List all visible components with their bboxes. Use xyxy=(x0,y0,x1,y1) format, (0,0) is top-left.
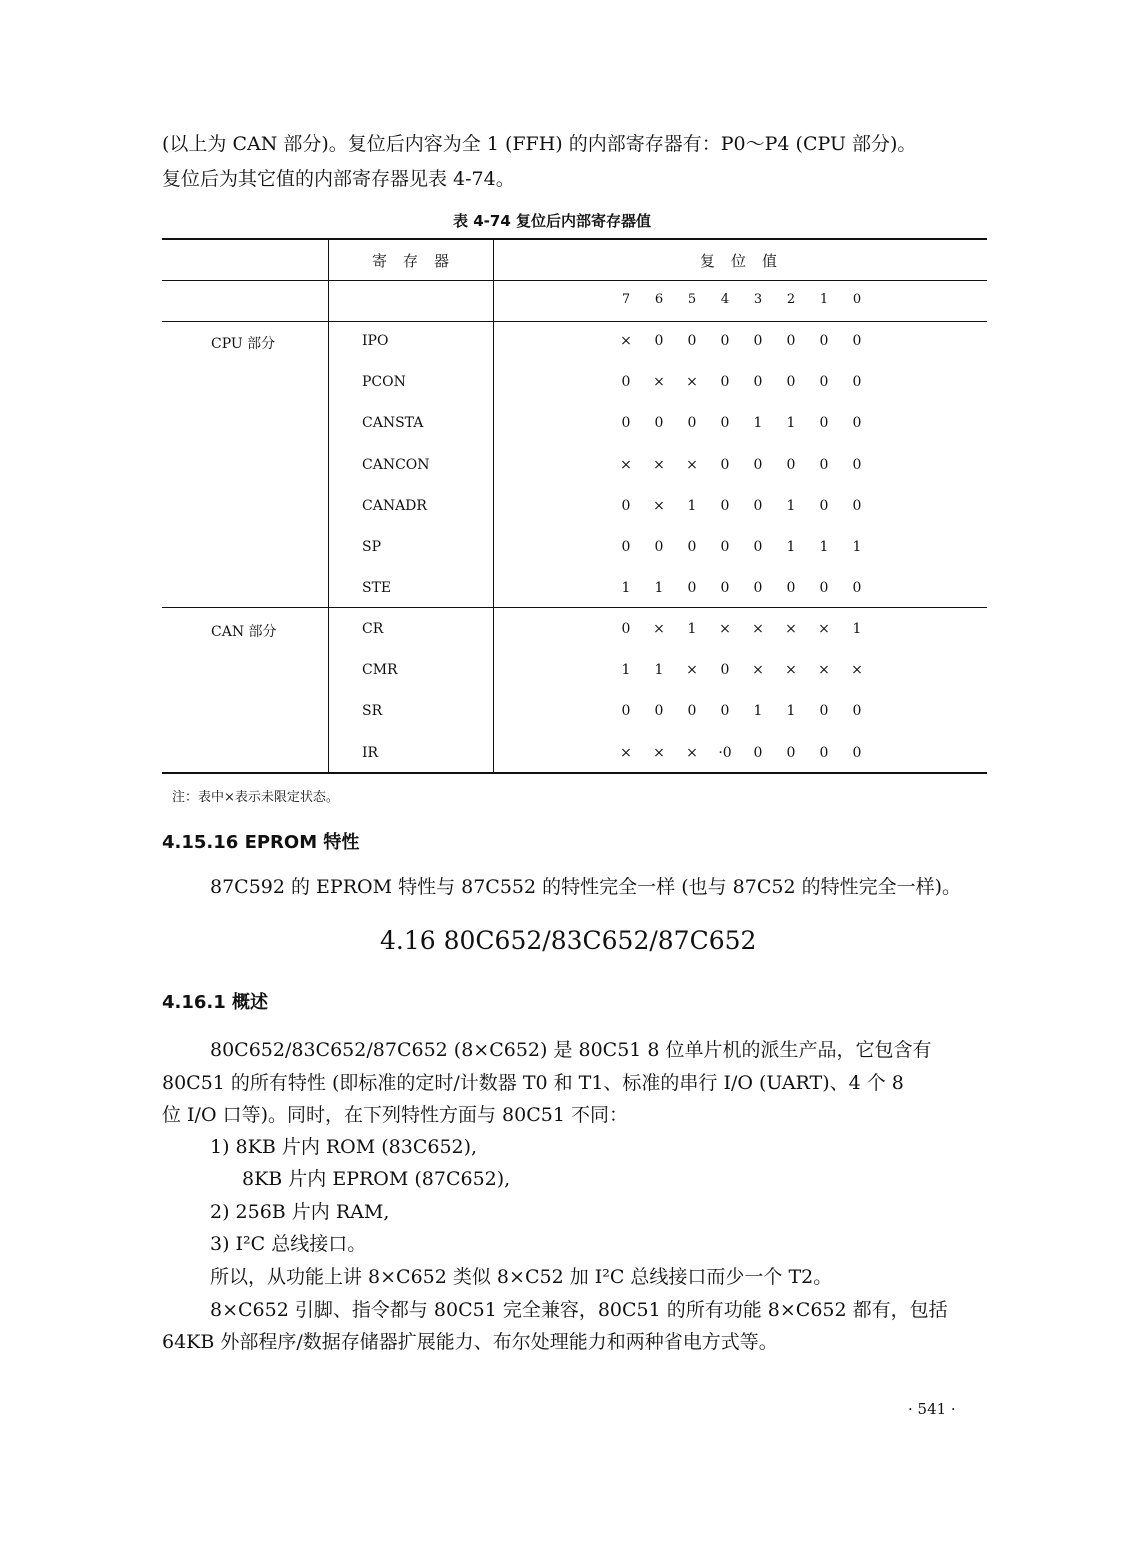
bit-value-cell: 0 xyxy=(819,333,829,349)
section-heading-4-15-16: 4.15.16 EPROM 特性 xyxy=(162,832,360,853)
bit-value-cell: × xyxy=(653,457,665,473)
bit-value-cell: 0 xyxy=(786,374,796,390)
table-top-rule xyxy=(162,238,987,240)
bit-value-cell: 0 xyxy=(819,457,829,473)
bit-value-cell: × xyxy=(818,621,830,637)
bit-value-cell: 0 xyxy=(852,498,862,514)
register-name: CANCON xyxy=(362,457,430,473)
register-name: CANADR xyxy=(362,498,427,514)
bit-number-5: 5 xyxy=(687,292,697,307)
bit-value-cell: 0 xyxy=(720,662,730,678)
bit-value-cell: 0 xyxy=(852,374,862,390)
table-caption: 表 4-74 复位后内部寄存器值 xyxy=(453,212,651,230)
bit-value-cell: × xyxy=(719,621,731,637)
bit-value-cell: × xyxy=(653,498,665,514)
bit-value-cell: 0 xyxy=(621,498,631,514)
bit-value-cell: 0 xyxy=(753,498,763,514)
bit-value-cell: × xyxy=(686,745,698,761)
overview-para2: 所以，从功能上讲 8×C652 类似 8×C52 加 I²C 总线接口而少一个 T2。 xyxy=(210,1266,833,1288)
bit-value-cell: 0 xyxy=(852,415,862,431)
overview-para1-line3: 位 I/O 口等)。同时，在下列特性方面与 80C51 不同： xyxy=(162,1104,628,1126)
bit-value-cell: 0 xyxy=(687,415,697,431)
bit-value-cell: 0 xyxy=(753,374,763,390)
bit-number-6: 6 xyxy=(654,292,664,307)
bit-value-cell: 0 xyxy=(786,745,796,761)
bit-value-cell: × xyxy=(686,374,698,390)
section-heading-4-16: 4.16 80C652/83C652/87C652 xyxy=(380,926,757,955)
bit-value-cell: 0 xyxy=(654,333,664,349)
bit-value-cell: 0 xyxy=(819,580,829,596)
bit-value-cell: 0 xyxy=(621,621,631,637)
feature-item-1a: 1) 8KB 片内 ROM (83C652), xyxy=(210,1136,478,1158)
bit-value-cell: 0 xyxy=(852,333,862,349)
bit-value-cell: × xyxy=(620,333,632,349)
bit-number-0: 0 xyxy=(852,292,862,307)
bit-value-cell: 1 xyxy=(621,662,631,678)
bit-number-4: 4 xyxy=(720,292,730,307)
bit-value-cell: 1 xyxy=(654,662,664,678)
bit-value-cell: 1 xyxy=(852,539,862,555)
intro-line-2: 复位后为其它值的内部寄存器见表 4-74。 xyxy=(162,168,515,190)
bit-value-cell: 0 xyxy=(720,703,730,719)
register-name: PCON xyxy=(362,374,406,390)
register-name: CR xyxy=(362,621,384,637)
bit-value-cell: × xyxy=(785,621,797,637)
bit-value-cell: × xyxy=(851,662,863,678)
register-name: IR xyxy=(362,745,379,761)
bit-value-cell: 1 xyxy=(786,498,796,514)
bit-value-cell: × xyxy=(620,745,632,761)
bit-value-cell: 0 xyxy=(720,457,730,473)
section-heading-4-16-1: 4.16.1 概述 xyxy=(162,992,269,1013)
bit-value-cell: 0 xyxy=(720,580,730,596)
register-name: CMR xyxy=(362,662,398,678)
page-number: · 541 · xyxy=(908,1400,956,1418)
bit-value-cell: 0 xyxy=(720,498,730,514)
bit-value-cell: × xyxy=(686,457,698,473)
group-label: CPU 部分 xyxy=(211,336,276,352)
feature-item-1b: 8KB 片内 EPROM (87C652), xyxy=(242,1168,511,1190)
register-name: IPO xyxy=(362,333,389,349)
bit-value-cell: × xyxy=(653,745,665,761)
bit-value-cell: 0 xyxy=(753,745,763,761)
bit-value-cell: × xyxy=(653,374,665,390)
table-group-divider xyxy=(162,607,987,608)
bit-value-cell: 0 xyxy=(852,457,862,473)
overview-para3-line1: 8×C652 引脚、指令都与 80C51 完全兼容，80C51 的所有功能 8×C652 都有，包括 xyxy=(210,1299,948,1321)
bit-number-2: 2 xyxy=(786,292,796,307)
bit-value-cell: × xyxy=(818,662,830,678)
register-name: CANSTA xyxy=(362,415,424,431)
table-bottom-rule xyxy=(162,772,987,774)
feature-item-2: 2) 256B 片内 RAM, xyxy=(210,1201,390,1223)
bit-number-1: 1 xyxy=(819,292,829,307)
bit-value-cell: 0 xyxy=(621,703,631,719)
bit-value-cell: ·0 xyxy=(718,745,732,761)
overview-para1-line1: 80C652/83C652/87C652 (8×C652) 是 80C51 8 位单片机的派生产品，它包含有 xyxy=(210,1039,932,1061)
table-header-rule-1 xyxy=(162,280,987,281)
bit-value-cell: 1 xyxy=(786,539,796,555)
bit-value-cell: 1 xyxy=(621,580,631,596)
register-name: STE xyxy=(362,580,392,596)
bit-value-cell: 0 xyxy=(687,580,697,596)
table-col-divider-1 xyxy=(328,239,329,772)
bit-value-cell: 1 xyxy=(819,539,829,555)
bit-value-cell: × xyxy=(752,662,764,678)
bit-value-cell: 0 xyxy=(687,703,697,719)
section-4-15-16-text: 87C592 的 EPROM 特性与 87C552 的特性完全一样 (也与 87C52 的特性完全一样)。 xyxy=(210,876,961,898)
bit-value-cell: 0 xyxy=(852,745,862,761)
bit-value-cell: 0 xyxy=(852,703,862,719)
bit-value-cell: 0 xyxy=(654,703,664,719)
bit-value-cell: 0 xyxy=(753,539,763,555)
bit-value-cell: 1 xyxy=(654,580,664,596)
bit-value-cell: 0 xyxy=(786,580,796,596)
bit-number-7: 7 xyxy=(621,292,631,307)
bit-value-cell: 0 xyxy=(621,539,631,555)
bit-value-cell: 1 xyxy=(786,703,796,719)
bit-value-cell: 0 xyxy=(621,374,631,390)
bit-value-cell: 0 xyxy=(720,374,730,390)
bit-value-cell: × xyxy=(653,621,665,637)
bit-value-cell: 1 xyxy=(753,415,763,431)
header-reset-value: 复位值 xyxy=(700,252,794,270)
bit-value-cell: 1 xyxy=(687,621,697,637)
bit-value-cell: 0 xyxy=(621,415,631,431)
bit-value-cell: 0 xyxy=(687,333,697,349)
group-label: CAN 部分 xyxy=(211,624,277,640)
bit-value-cell: 0 xyxy=(654,415,664,431)
bit-value-cell: 0 xyxy=(819,703,829,719)
header-register: 寄存器 xyxy=(372,252,466,270)
bit-value-cell: 0 xyxy=(753,457,763,473)
bit-value-cell: 0 xyxy=(753,333,763,349)
bit-value-cell: 0 xyxy=(720,333,730,349)
bit-value-cell: × xyxy=(620,457,632,473)
bit-value-cell: 0 xyxy=(720,415,730,431)
bit-value-cell: 0 xyxy=(819,745,829,761)
bit-value-cell: 0 xyxy=(819,415,829,431)
bit-value-cell: 0 xyxy=(819,498,829,514)
table-col-divider-2 xyxy=(493,239,494,772)
bit-value-cell: × xyxy=(752,621,764,637)
register-name: SR xyxy=(362,703,383,719)
table-note: 注：表中×表示未限定状态。 xyxy=(172,790,339,805)
bit-value-cell: 0 xyxy=(654,539,664,555)
register-name: SP xyxy=(362,539,382,555)
intro-line-1: (以上为 CAN 部分)。复位后内容为全 1 (FFH) 的内部寄存器有：P0～P4 (CPU 部分)。 xyxy=(162,133,917,155)
overview-para3-line2: 64KB 外部程序/数据存储器扩展能力、布尔处理能力和两种省电方式等。 xyxy=(162,1331,778,1353)
bit-value-cell: 1 xyxy=(786,415,796,431)
bit-value-cell: × xyxy=(785,662,797,678)
bit-value-cell: 0 xyxy=(786,457,796,473)
feature-item-3: 3) I²C 总线接口。 xyxy=(210,1233,367,1255)
bit-value-cell: × xyxy=(686,662,698,678)
bit-number-3: 3 xyxy=(753,292,763,307)
bit-value-cell: 0 xyxy=(819,374,829,390)
bit-value-cell: 0 xyxy=(753,580,763,596)
bit-value-cell: 1 xyxy=(753,703,763,719)
overview-para1-line2: 80C51 的所有特性 (即标准的定时/计数器 T0 和 T1、标准的串行 I/O (UART)、4 个 8 xyxy=(162,1072,904,1094)
bit-value-cell: 0 xyxy=(852,580,862,596)
bit-value-cell: 0 xyxy=(720,539,730,555)
table-header-rule-2 xyxy=(162,321,987,322)
bit-value-cell: 0 xyxy=(687,539,697,555)
bit-value-cell: 1 xyxy=(852,621,862,637)
bit-value-cell: 1 xyxy=(687,498,697,514)
bit-value-cell: 0 xyxy=(786,333,796,349)
